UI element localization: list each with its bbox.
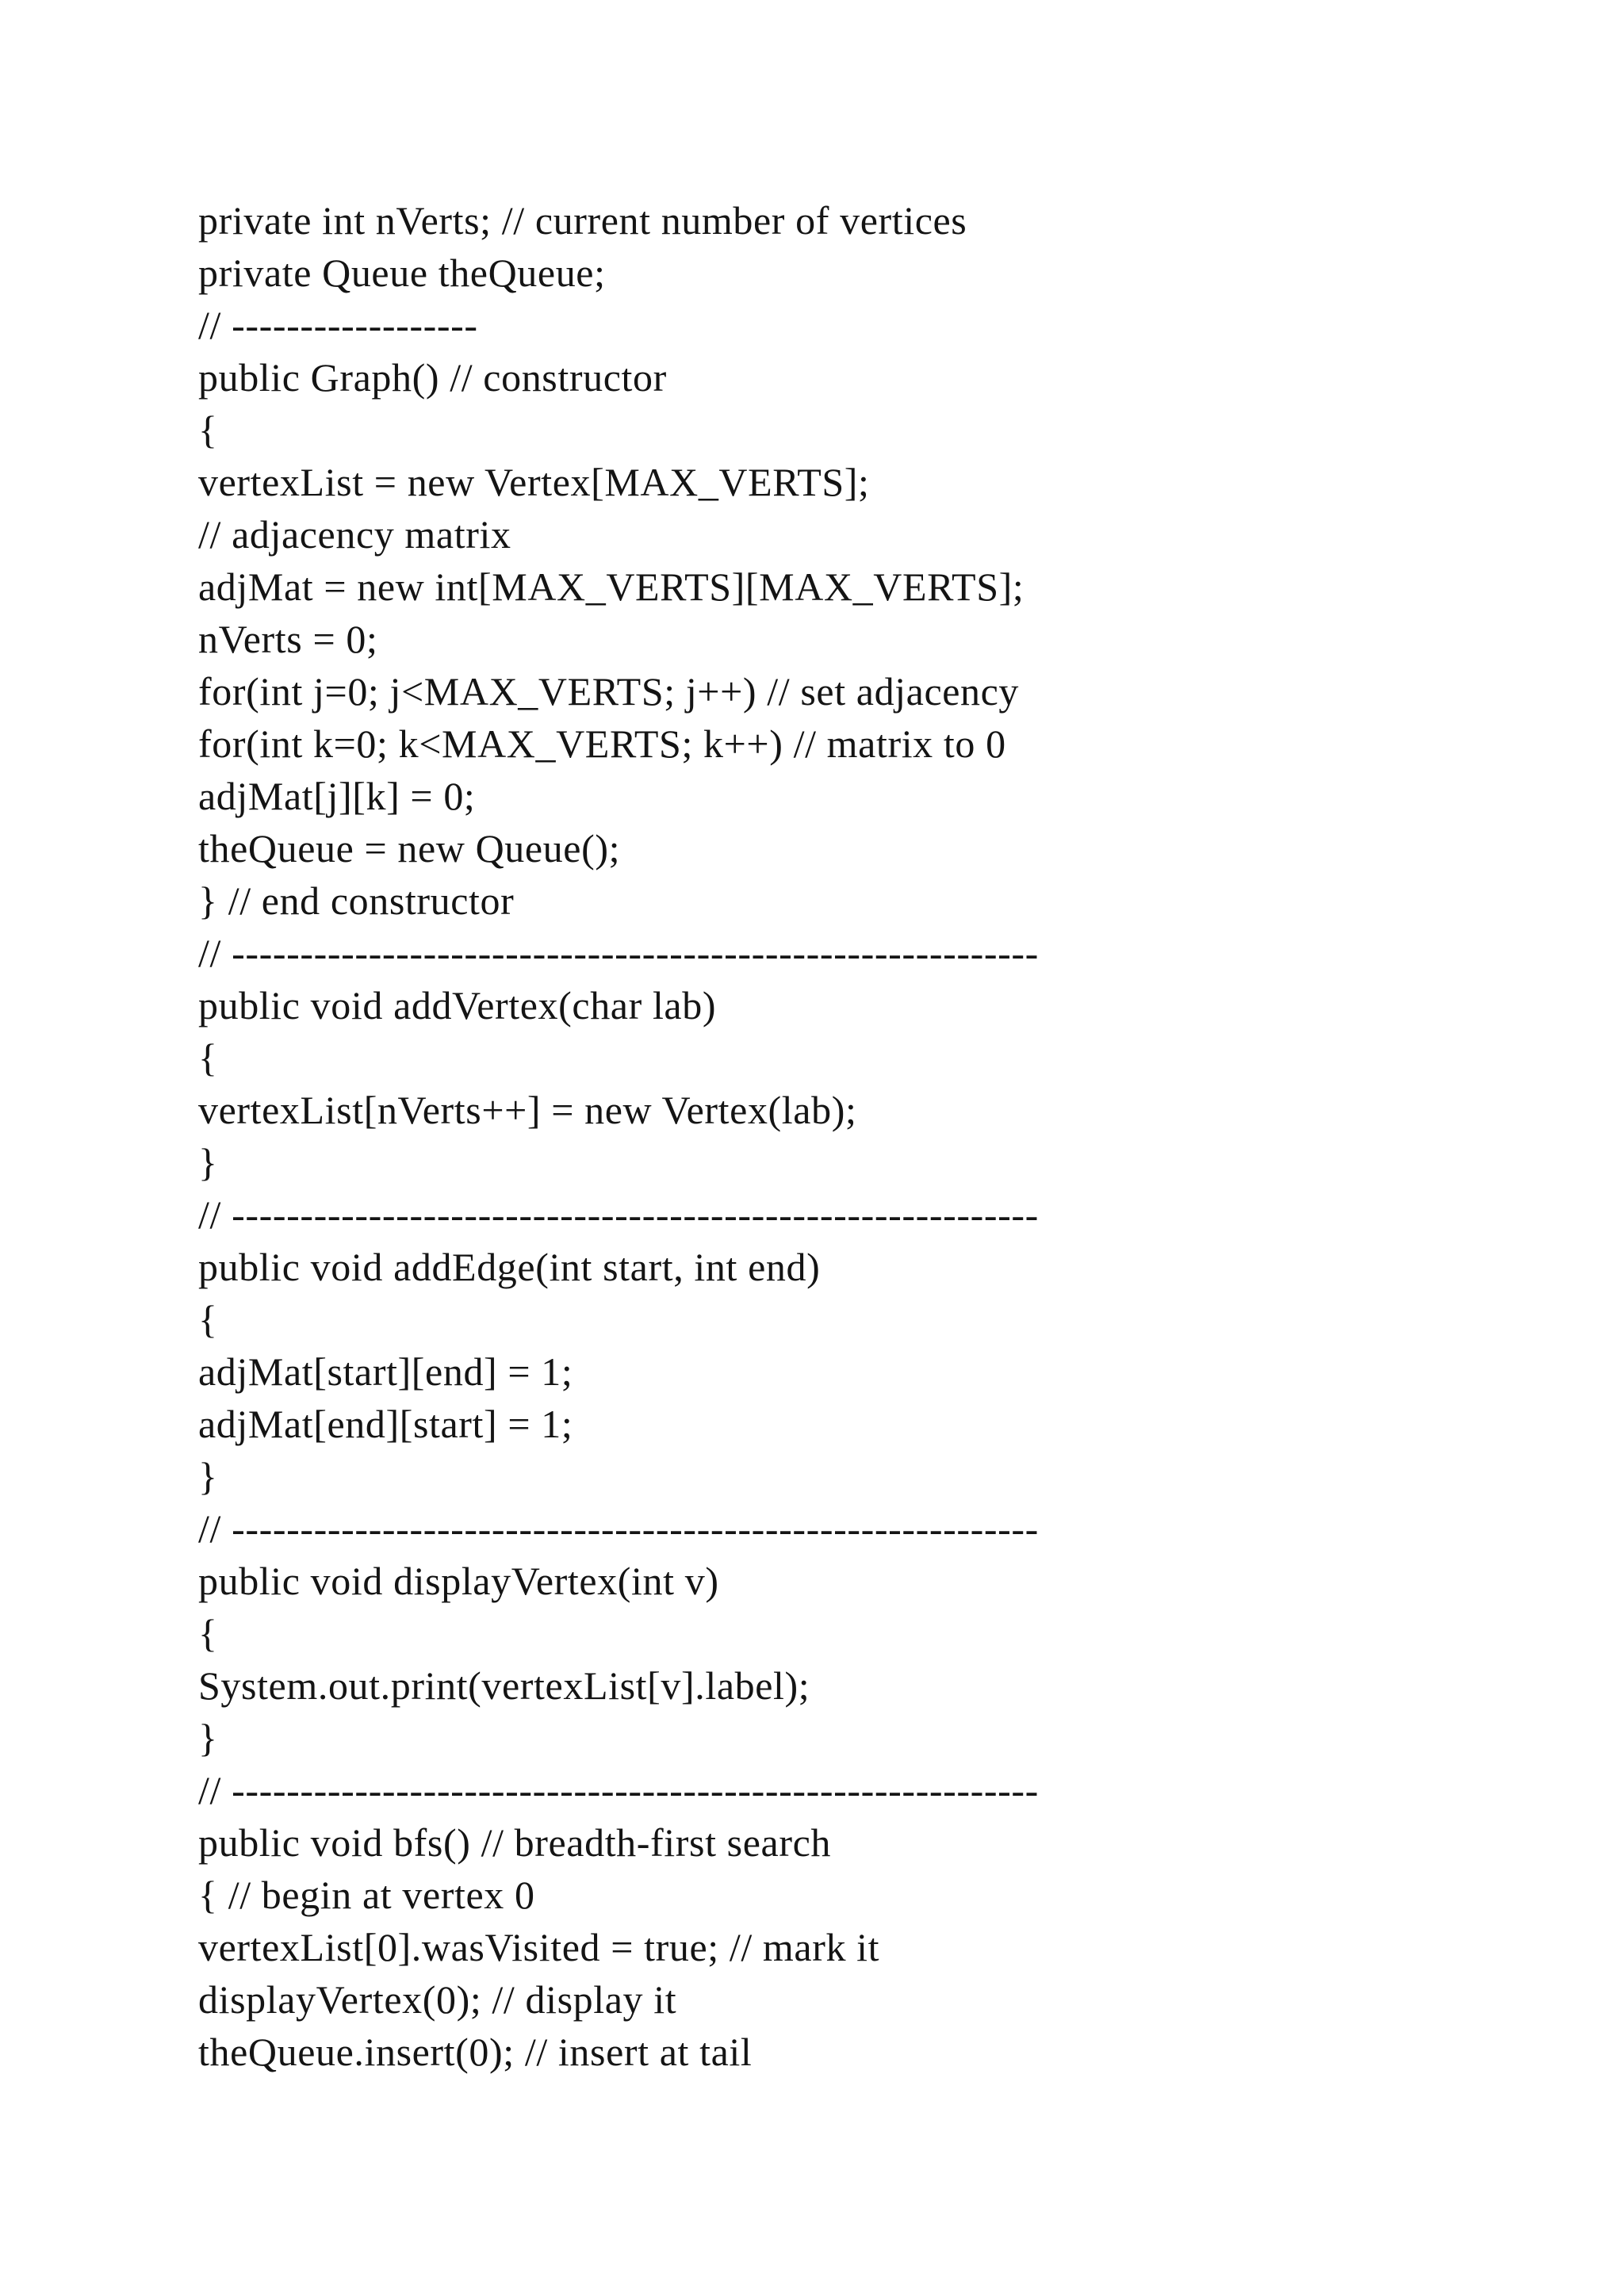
code-line: } // end constructor xyxy=(198,878,515,923)
code-line: adjMat = new int[MAX_VERTS][MAX_VERTS]; xyxy=(198,564,1025,609)
code-line: adjMat[end][start] = 1; xyxy=(198,1402,573,1446)
code-line: for(int k=0; k<MAX_VERTS; k++) // matrix to 0 xyxy=(198,721,1006,766)
code-line: vertexList[0].wasVisited = true; // mark it xyxy=(198,1925,880,1969)
code-line: } xyxy=(198,1140,218,1184)
code-line: { xyxy=(198,1035,218,1080)
code-line: adjMat[start][end] = 1; xyxy=(198,1349,573,1394)
code-line: public void addEdge(int start, int end) xyxy=(198,1245,821,1289)
code-line: // ----------------------------------------------------------- xyxy=(198,1506,1039,1551)
code-line: // ------------------ xyxy=(198,303,478,347)
code-line: private Queue theQueue; xyxy=(198,251,606,295)
code-line: nVerts = 0; xyxy=(198,617,378,661)
code-line: private int nVerts; // current number of vertices xyxy=(198,198,967,243)
code-line: adjMat[j][k] = 0; xyxy=(198,774,476,818)
code-line: vertexList[nVerts++] = new Vertex(lab); xyxy=(198,1088,857,1132)
code-line: // ----------------------------------------------------------- xyxy=(198,1192,1039,1237)
code-line: // ----------------------------------------------------------- xyxy=(198,931,1039,975)
code-line: } xyxy=(198,1716,218,1760)
code-line: // adjacency matrix xyxy=(198,512,511,557)
code-line: // ----------------------------------------------------------- xyxy=(198,1768,1039,1812)
code-line: public void bfs() // breadth-first search xyxy=(198,1820,831,1865)
code-line: public Graph() // constructor xyxy=(198,355,667,400)
code-line: displayVertex(0); // display it xyxy=(198,1977,677,2022)
code-line: theQueue.insert(0); // insert at tail xyxy=(198,2030,753,2074)
code-line: public void displayVertex(int v) xyxy=(198,1559,719,1603)
code-listing xyxy=(198,194,1546,2078)
code-line: for(int j=0; j<MAX_VERTS; j++) // set adjacency xyxy=(198,669,1020,714)
code-line: { xyxy=(198,1611,218,1655)
code-line: { xyxy=(198,408,218,452)
code-line: theQueue = new Queue(); xyxy=(198,826,621,871)
code-line: } xyxy=(198,1454,218,1498)
code-line: { // begin at vertex 0 xyxy=(198,1873,535,1917)
code-line: public void addVertex(char lab) xyxy=(198,983,717,1027)
code-line: { xyxy=(198,1297,218,1341)
code-line: System.out.print(vertexList[v].label); xyxy=(198,1663,810,1708)
code-line: vertexList = new Vertex[MAX_VERTS]; xyxy=(198,460,870,504)
